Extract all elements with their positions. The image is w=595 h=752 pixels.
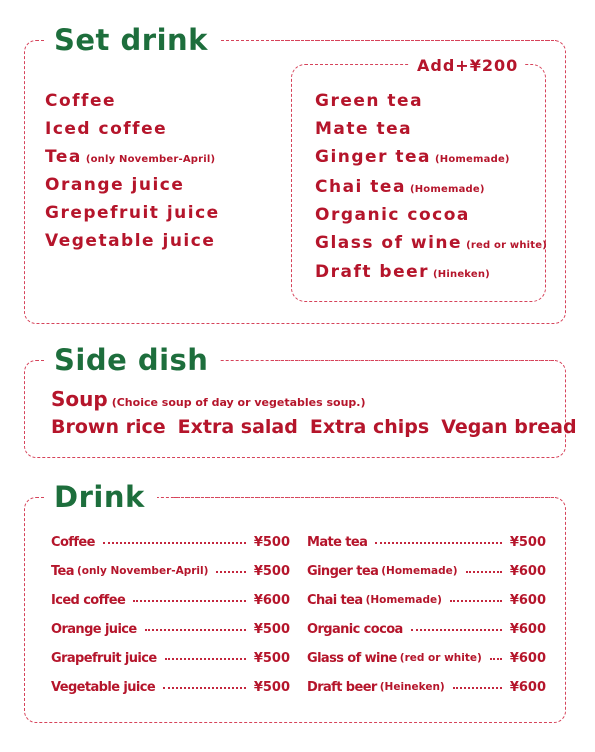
drink-name: Iced coffee xyxy=(51,592,126,608)
leader-dots xyxy=(375,542,502,544)
drink-row xyxy=(307,619,546,639)
add-on-item-name: Mate tea xyxy=(315,119,413,139)
drink-name: Vegetable juice xyxy=(51,679,156,695)
side-dish-item: Extra chips xyxy=(309,416,430,438)
drink-name: Draft beer xyxy=(307,679,377,695)
leader-dots xyxy=(453,687,502,689)
add-on-item xyxy=(315,232,547,257)
soup-note: (Choice soup of day or vegetables soup.) xyxy=(111,396,366,409)
add-on-item-name: Ginger tea xyxy=(315,147,432,167)
drink-price: ¥600 xyxy=(509,621,546,637)
drink-price: ¥500 xyxy=(253,650,290,666)
soup-line xyxy=(51,386,366,416)
leader-dots xyxy=(466,571,502,573)
set-drink-item xyxy=(45,146,215,171)
set-drink-item xyxy=(45,90,116,112)
set-drink-item-name: Orange juice xyxy=(45,175,185,195)
set-drink-item-name: Iced coffee xyxy=(45,119,168,139)
add-on-item-note: (Homemade) xyxy=(409,184,485,195)
leader-dots xyxy=(450,600,502,602)
add-on-item-name: Chai tea xyxy=(315,177,406,197)
add-on-item xyxy=(315,261,490,286)
set-drink-item xyxy=(45,174,184,196)
side-dish-list xyxy=(51,415,589,439)
drink-note: (red or white) xyxy=(399,652,482,664)
drink-name: Orange juice xyxy=(51,621,137,637)
side-dish-title-rule xyxy=(272,360,556,361)
drink-title-rule xyxy=(174,497,556,498)
leader-dots xyxy=(133,600,246,602)
drink-name: Coffee xyxy=(51,534,95,550)
set-drink-item-note: (only November-April) xyxy=(85,154,216,165)
drink-name: Ginger tea xyxy=(307,563,379,579)
drink-price: ¥600 xyxy=(509,650,546,666)
drink-price: ¥500 xyxy=(253,679,290,695)
leader-dots xyxy=(490,658,502,660)
drink-name: Mate tea xyxy=(307,534,368,550)
add-on-item xyxy=(315,204,470,226)
drink-price: ¥500 xyxy=(253,563,290,579)
drink-name: Organic cocoa xyxy=(307,621,403,637)
drink-row xyxy=(307,590,546,610)
soup-label: Soup xyxy=(51,387,108,411)
drink-price: ¥500 xyxy=(253,534,290,550)
drink-name: Tea xyxy=(51,563,74,579)
drink-name: Grapefruit juice xyxy=(51,650,157,666)
drink-price: ¥600 xyxy=(253,592,290,608)
drink-price: ¥600 xyxy=(509,592,546,608)
drink-price: ¥600 xyxy=(509,563,546,579)
add-on-item-name: Draft beer xyxy=(315,262,430,282)
add-on-item-name: Glass of wine xyxy=(315,233,463,253)
drink-note: (only November-April) xyxy=(76,565,209,577)
add-on-item-note: (Hineken) xyxy=(433,269,490,280)
drink-price: ¥500 xyxy=(253,621,290,637)
set-drink-title-rule xyxy=(272,40,556,41)
add-on-item xyxy=(315,146,510,171)
drink-price: ¥600 xyxy=(509,679,546,695)
leader-dots xyxy=(165,658,246,660)
set-drink-item-name: Grepefruit juice xyxy=(45,203,220,223)
side-dish-title: Side dish xyxy=(44,342,220,378)
drink-note: (Heineken) xyxy=(379,681,445,693)
drink-row xyxy=(51,532,290,552)
side-dish-item: Vegan bread xyxy=(441,416,577,438)
drink-note: (Homemade) xyxy=(365,594,442,606)
add-on-item-note: (Homemade) xyxy=(435,154,510,165)
add-on-item-name: Organic cocoa xyxy=(315,205,470,225)
drink-row xyxy=(307,677,546,697)
drink-row xyxy=(307,532,546,552)
leader-dots xyxy=(145,629,246,631)
add-on-item xyxy=(315,176,485,201)
leader-dots xyxy=(411,629,502,631)
set-drink-item-name: Tea xyxy=(45,147,82,167)
add-on-item-note: (red or white) xyxy=(466,240,548,251)
side-dish-item: Extra salad xyxy=(177,416,298,438)
set-drink-title: Set drink xyxy=(44,22,220,58)
add-on-item-name: Green tea xyxy=(315,91,424,111)
set-drink-item xyxy=(45,230,215,252)
set-drink-item-name: Vegetable juice xyxy=(45,231,216,251)
drink-price: ¥500 xyxy=(509,534,546,550)
leader-dots xyxy=(163,687,246,689)
set-drink-item-name: Coffee xyxy=(45,91,117,111)
drink-title: Drink xyxy=(44,479,157,515)
leader-dots xyxy=(103,542,246,544)
drink-name: Glass of wine xyxy=(307,650,397,666)
drink-row xyxy=(51,648,290,668)
drink-row xyxy=(307,648,546,668)
drink-row xyxy=(51,590,290,610)
side-dish-item: Brown rice xyxy=(51,416,166,438)
drink-row xyxy=(51,677,290,697)
add-on-item xyxy=(315,118,412,140)
set-drink-item xyxy=(45,118,167,140)
add-on-item xyxy=(315,90,423,112)
set-drink-item xyxy=(45,202,220,224)
add-on-label: Add+¥200 xyxy=(410,56,525,76)
drink-row xyxy=(51,561,290,581)
leader-dots xyxy=(216,571,245,573)
drink-note: (Homemade) xyxy=(381,565,458,577)
drink-name: Chai tea xyxy=(307,592,363,608)
drink-row xyxy=(307,561,546,581)
drink-row xyxy=(51,619,290,639)
